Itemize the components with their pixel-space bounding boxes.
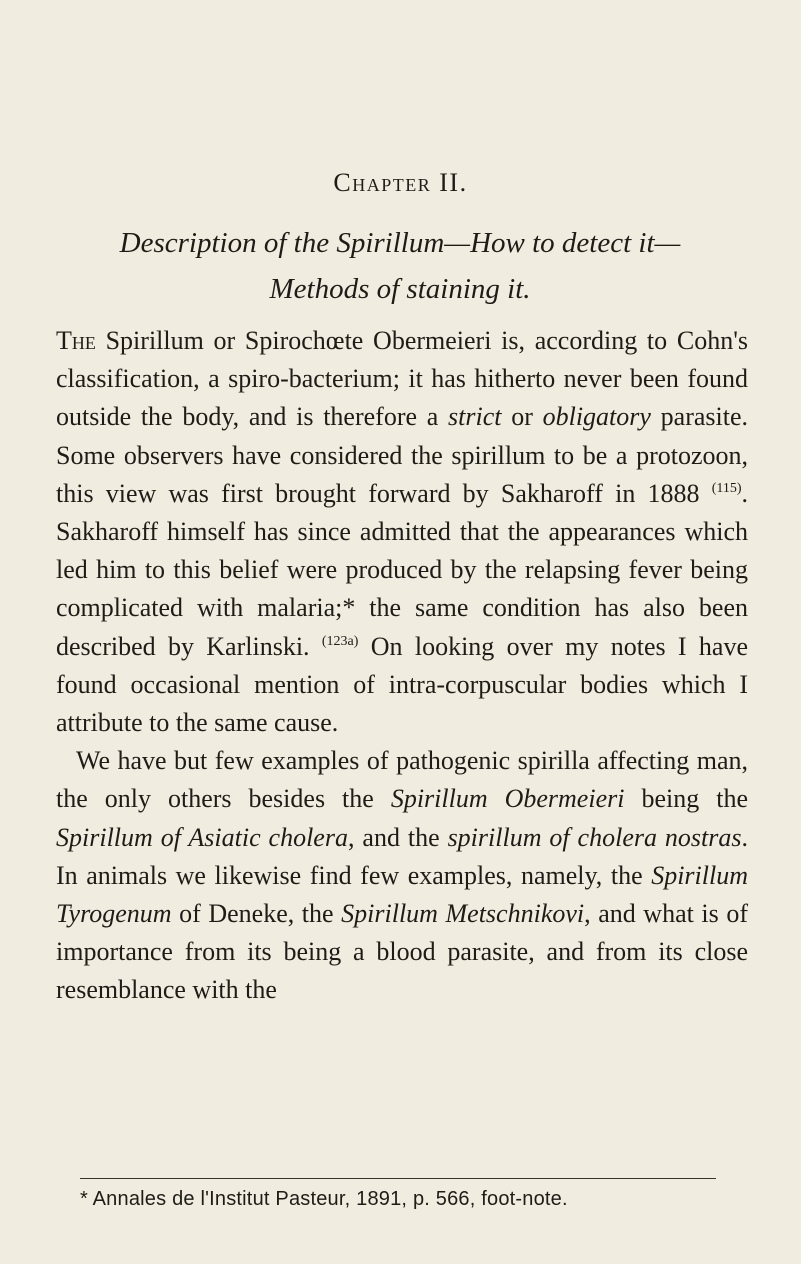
text-run: being the [624, 784, 748, 814]
text-run: . Sakharoff himself has since admitted that the appearances which led him to this belief were produced by the relapsing fever being complicated with malaria;* the same condition has also been described by Karlinski. [56, 478, 748, 661]
chapter-title-line-2: Methods of staining it. [269, 273, 531, 305]
text-run: of Deneke, the [171, 899, 342, 929]
reference-123a: (123a) [321, 633, 359, 649]
emphasis-strict: strict [448, 402, 502, 432]
text-run: Spirillum or Spirochœte Obermeieri is, according to Cohn's classification, a spiro-bacterium; it has hitherto never been found outside the body, and is therefore a [56, 326, 748, 432]
chapter-title-line-1: Description of the Spirillum—How to detect it— [119, 227, 681, 259]
species-name: Spirillum Metschnikovi [341, 899, 585, 929]
species-name: Spirillum Obermeieri [390, 784, 625, 814]
species-name: Spirillum of Asiatic cholera [56, 822, 348, 852]
emphasis-obligatory: obligatory [542, 402, 651, 432]
text-run: or [501, 402, 543, 432]
paragraph-2 [56, 742, 748, 1009]
species-name: spirillum of cholera nostras [447, 822, 742, 852]
text-run: . In animals we likewise find few examples, namely, the [56, 822, 748, 890]
text-run: On looking over my notes I have found occasional mention of intra-corpuscular bodies which I attribute to the same cause. [56, 631, 748, 738]
lead-word: The [56, 326, 96, 355]
text-run: We have but few examples of pathogenic spirilla affecting man, the only others besides the [56, 746, 748, 814]
chapter-heading: Chapter II. [333, 168, 468, 197]
body-text [56, 322, 748, 1010]
reference-115: (115) [711, 480, 742, 496]
text-run: parasite. Some observers have considered the spirillum to be a protozoon, this view was first brought forward by Sakharoff in 1888 [56, 402, 749, 508]
species-name: Spirillum Tyrogenum [56, 860, 748, 929]
text-run: , and the [347, 822, 448, 852]
chapter-title [60, 220, 740, 312]
text-run: , and what is of importance from its being a blood parasite, and from its close resemblance with the [56, 899, 748, 1005]
footnote: * Annales de l'Institut Pasteur, 1891, p. 566, foot-note. [80, 1188, 568, 1210]
paragraph-1 [56, 322, 748, 742]
footnote-divider [80, 1178, 716, 1179]
